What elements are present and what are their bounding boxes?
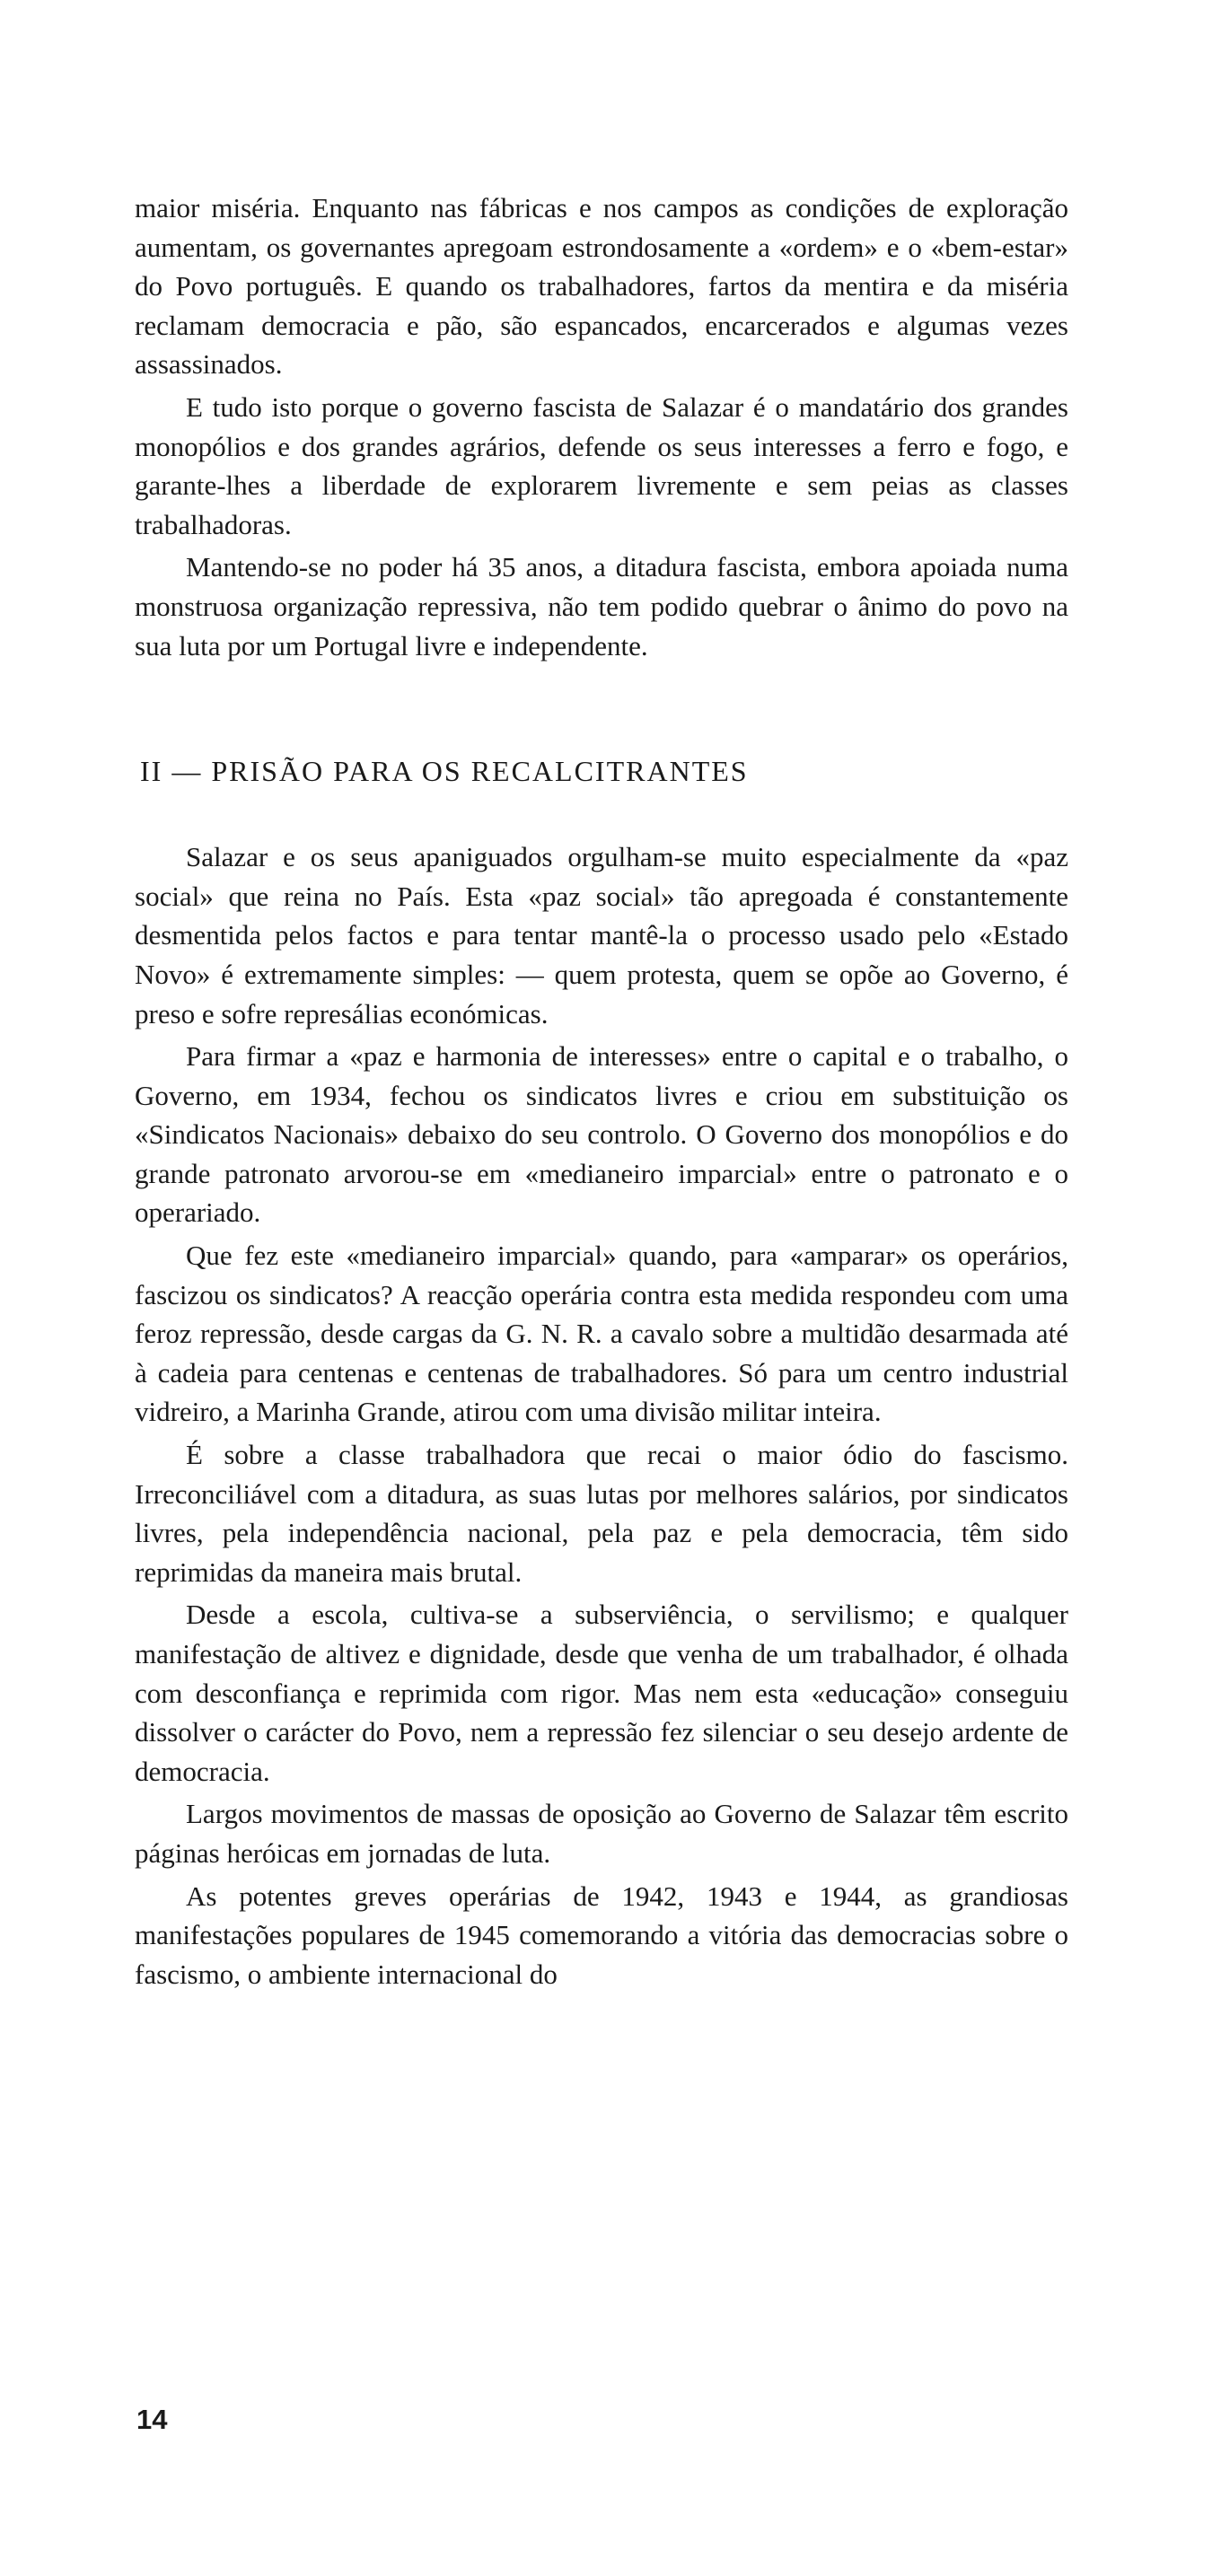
paragraph-section-2: Para firmar a «paz e harmonia de interesses» entre o capital e o trabalho, o Governo, em 1934, fechou os sindicatos livres e criou em substituição os «Sindicatos Nacionais» debaixo do seu controlo. O Governo dos monopólios e do grande patronato arvorou-se em «medianeiro imparcial» entre o patronato e o operariado. xyxy=(135,1040,1068,1229)
paragraph-section-5: Desde a escola, cultiva-se a subserviência, o servilismo; e qualquer manifestação de altivez e dignidade, desde que venha de um trabalhador, é olhada com desconfiança e reprimida com rigor. Mas nem esta «educação» conseguiu dissolver o carácter do Povo, nem a repressão fez silenciar o seu desejo ardente de democracia. xyxy=(135,1599,1068,1787)
paragraph-section-6: Largos movimentos de massas de oposição ao Governo de Salazar têm escrito páginas heróicas em jornadas de luta. xyxy=(135,1798,1068,1869)
page-number: 14 xyxy=(136,2404,168,2435)
paragraph-top-3: Mantendo-se no poder há 35 anos, a ditadura fascista, embora apoiada numa monstruosa organização repressiva, não tem podido quebrar o ânimo do povo na sua luta por um Portugal livre e independente. xyxy=(135,551,1068,662)
page-body xyxy=(135,188,1068,1993)
paragraph-section-3: Que fez este «medianeiro imparcial» quando, para «amparar» os operários, fascizou os sindicatos? A reacção operária contra esta medida respondeu com uma feroz repressão, desde cargas da G. N. R. a cavalo sobre a multidão desarmada até à cadeia para centenas e centenas de trabalhadores. Só para um centro industrial vidreiro, a Marinha Grande, atirou com uma divisão militar inteira. xyxy=(135,1240,1068,1428)
paragraph-top-2: E tudo isto porque o governo fascista de Salazar é o mandatário dos grandes monopólios e dos grandes agrários, defende os seus interesses a ferro e fogo, e garante-lhes a liberdade de explorarem livremente e sem peias as classes trabalhadoras. xyxy=(135,390,1068,540)
section-title: II — PRISÃO PARA OS RECALCITRANTES xyxy=(140,755,749,788)
paragraph-section-4: É sobre a classe trabalhadora que recai o maior ódio do fascismo. Irreconciliável com a ditadura, as suas lutas por melhores salários, por sindicatos livres, pela independência nacional, pela paz e pela democracia, têm sido reprimidas da maneira mais brutal. xyxy=(135,1439,1068,1588)
paragraph-section-7: As potentes greves operárias de 1942, 1943 e 1944, as grandiosas manifestações populares de 1945 comemorando a vitória das democracias sobre o fascismo, o ambiente internacional do xyxy=(135,1879,1068,1990)
paragraph-top-1: maior miséria. Enquanto nas fábricas e nos campos as condições de exploração aumentam, os governantes apregoam estrondosamente a «ordem» e o «bem-estar» do Povo português. E quando os trabalhadores, fartos da mentira e da miséria reclamam democracia e pão, são espancados, encarcerados e algumas vezes assassinados. xyxy=(135,192,1068,381)
paragraph-section-1: Salazar e os seus apaniguados orgulham-se muito especialmente da «paz social» que reina no País. Esta «paz social» tão apregoada é constantemente desmentida pelos factos e para tentar mantê-la o processo usado pelo «Estado Novo» é extremamente simples: — quem protesta, quem se opõe ao Governo, é preso e sofre represálias económicas. xyxy=(135,841,1068,1030)
